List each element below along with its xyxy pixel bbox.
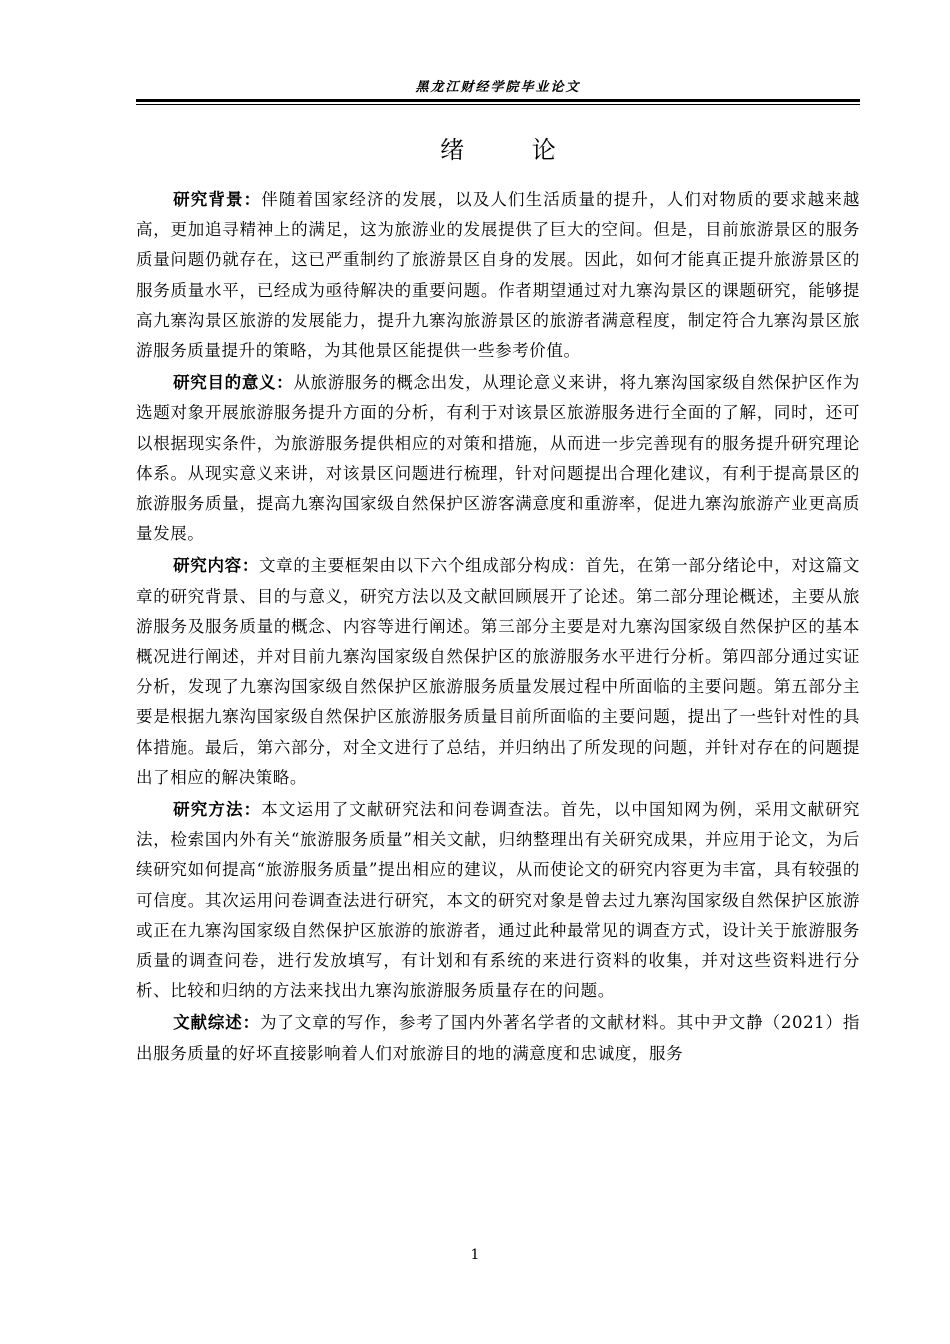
- paragraph-research-methods: [136, 795, 860, 1006]
- page-header: [136, 78, 860, 104]
- paragraph-text: 从旅游服务的概念出发，从理论意义来讲，将九寨沟国家级自然保护区作为选题对象开展旅游服务提升方面的分析，有利于对该景区旅游服务进行全面的了解，同时，还可以根据现实条件，为旅游服务提供相应的对策和措施，从而进一步完善现有的服务提升研究理论体系。从现实意义来讲，对该景区问题进行梳理，针对问题提出合理化建议，有利于提高景区的旅游服务质量，提高九寨沟国家级自然保护区游客满意度和重游率，促进九寨沟旅游产业更高质量发展。: [136, 373, 860, 544]
- paragraph-text: 伴随着国家经济的发展，以及人们生活质量的提升，人们对物质的要求越来越高，更加追寻精神上的满足，这为旅游业的发展提供了巨大的空间。但是，目前旅游景区的服务质量问题仍就存在，这已严重制约了旅游景区自身的发展。因此，如何才能真正提升旅游景区的服务质量水平，已经成为亟待解决的重要问题。作者期望通过对九寨沟景区的课题研究，能够提高九寨沟景区旅游的发展能力，提升九寨沟旅游景区的旅游者满意程度，制定符合九寨沟景区旅游服务质量提升的策略，为其他景区能提供一些参考价值。: [136, 190, 861, 361]
- header-rule-thick: [136, 99, 860, 102]
- paragraph-lead: 研究目的意义：: [173, 373, 294, 393]
- paragraph-lead: 研究方法：: [173, 800, 262, 820]
- paragraph-research-background: [136, 185, 860, 366]
- paragraph-research-purpose: [136, 368, 860, 549]
- paragraph-lead: 文献综述：: [173, 1013, 260, 1033]
- paragraph-text: 为了文章的写作，参考了国内外著名学者的文献材料。其中尹文静（2021）指出服务质量的好坏直接影响着人们对旅游目的地的满意度和忠诚度，服务: [136, 1013, 861, 1063]
- paragraph-lead: 研究背景：: [173, 190, 262, 209]
- document-title: 绪 论: [440, 136, 586, 164]
- paragraph-text: 本文运用了文献研究法和问卷调查法。首先，以中国知网为例，采用文献研究法，检索国内外有关“旅游服务质量”相关文献，归纳整理出有关研究成果，并应用于论文，为后续研究如何提高“旅游服务质量”提出相应的建议，从而使论文的研究内容更为丰富，具有较强的可信度。其次运用问卷调查法进行研究，本文的研究对象是曾去过九寨沟国家级自然保护区旅游或正在九寨沟国家级自然保护区旅游的旅游者，通过此种最常见的调查方式，设计关于旅游服务质量的调查问卷，进行发放填写，有计划和有系统的来进行资料的收集，并对这些资料进行分析、比较和归纳的方法来找出九寨沟旅游服务质量存在的问题。: [136, 800, 861, 1001]
- page-number: 1: [470, 1247, 480, 1263]
- paragraph-literature-review: [136, 1008, 860, 1068]
- header-title: 黑龙江财经学院毕业论文: [415, 80, 581, 95]
- paragraph-text: 文章的主要框架由以下六个组成部分构成：首先，在第一部分绪论中，对这篇文章的研究背景、目的与意义，研究方法以及文献回顾展开了论述。第二部分理论概述，主要从旅游服务及服务质量的概念、内容等进行阐述。第三部分主要是对九寨沟国家级自然保护区的基本概况进行阐述，并对目前九寨沟国家级自然保护区的旅游服务水平进行分析。第四部分通过实证分析，发现了九寨沟国家级自然保护区旅游服务质量发展过程中所面临的主要问题。第五部分主要是根据九寨沟国家级自然保护区旅游服务质量目前所面临的主要问题，提出了一些针对性的具体措施。最后，第六部分，对全文进行了总结，并归纳出了所发现的问题，并针对存在的问题提出了相应的解决策略。: [136, 556, 861, 787]
- header-rule-thin: [136, 104, 860, 105]
- paragraph-lead: 研究内容：: [173, 556, 259, 576]
- paragraph-research-content: [136, 551, 860, 793]
- document-body: [136, 185, 860, 1071]
